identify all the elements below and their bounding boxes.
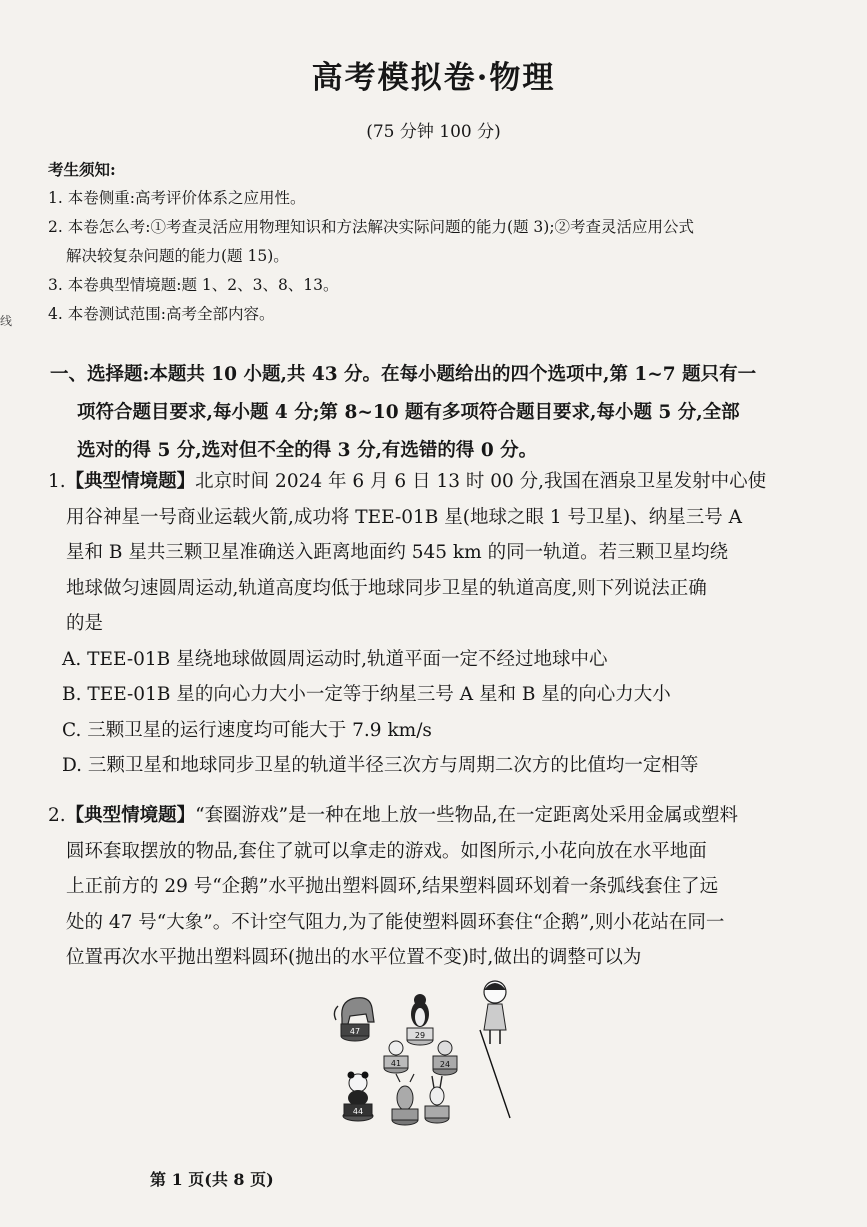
question-line: 星和 B 星共三颗卫星准确送入距离地面约 545 km 的同一轨道。若三颗卫星均绕: [66, 542, 729, 563]
elephant-prize: [334, 998, 374, 1041]
stand-label: 47: [349, 1027, 361, 1036]
stand-label: 24: [439, 1060, 451, 1069]
question-line: 圆环套取摆放的物品,套住了就可以拿走的游戏。如图所示,小花向放在水平地面: [66, 840, 707, 862]
stand-label: 44: [352, 1107, 364, 1116]
question-number: 2.: [48, 805, 66, 826]
option-d: D. 三颗卫星和地球同步卫星的轨道半径三次方与周期二次方的比值均一定相等: [62, 755, 699, 776]
notice-item: 2. 本卷怎么考:①考查灵活应用物理知识和方法解决实际问题的能力(题 3);②考查灵活应用公式: [48, 218, 695, 236]
question-line: 用谷神星一号商业运载火箭,成功将 TEE-01B 星(地球之眼 1 号卫星)、纳星三号 A: [66, 506, 742, 528]
option-b: B. TEE-01B 星的向心力大小一定等于纳星三号 A 星和 B 星的向心力大小: [62, 684, 671, 705]
question-line: 地球做匀速圆周运动,轨道高度均低于地球同步卫星的轨道高度,则下列说法正确: [66, 577, 707, 599]
question-line: 处的 47 号“大象”。不计空气阻力,为了能使塑料圆环套住“企鹅”,则小花站在同一: [66, 911, 725, 933]
option-a: A. TEE-01B 星绕地球做圆周运动时,轨道平面一定不经过地球中心: [62, 648, 608, 670]
page-title: 高考模拟卷·物理: [311, 60, 556, 96]
cat-prize: [384, 1041, 408, 1073]
question-line: 位置再次水平抛出塑料圆环(抛出的水平位置不变)时,做出的调整可以为: [66, 947, 642, 968]
ring-toss-figure: [330, 978, 530, 1136]
option-c: C. 三颗卫星的运行速度均可能大于 7.9 km/s: [62, 719, 432, 741]
panda-prize: [343, 1072, 373, 1122]
question-line: [48, 798, 838, 834]
question-line: [48, 464, 838, 500]
section-line: 项符合题目要求,每小题 4 分;第 8~10 题有多项符合题目要求,每小题 5 分,全部: [77, 402, 740, 423]
binding-margin-mark: 线: [0, 314, 13, 328]
notice-item: 1. 本卷侧重:高考评价体系之应用性。: [48, 189, 306, 207]
bear-prize: [433, 1041, 457, 1075]
question-1: [48, 464, 838, 784]
deer-prize: [392, 1074, 418, 1125]
question-2: [48, 798, 838, 976]
section-line: 一、选择题:本题共 10 小题,共 43 分。在每小题给出的四个选项中,第 1~7 题只有一: [50, 364, 757, 385]
exam-notice: [48, 155, 838, 329]
rabbit-prize: [425, 1076, 449, 1123]
question-text: “套圈游戏”是一种在地上放一些物品,在一定距离处采用金属或塑料: [195, 805, 738, 826]
question-number: 1.: [48, 471, 66, 492]
girl-thrower: [484, 981, 506, 1044]
question-tag: 【典型情境题】: [65, 471, 196, 492]
question-line: 上正前方的 29 号“企鹅”水平抛出塑料圆环,结果塑料圆环划着一条弧线套住了远: [66, 876, 719, 897]
notice-item: 3. 本卷典型情境题:题 1、2、3、8、13。: [48, 276, 339, 294]
question-tag: 【典型情境题】: [65, 805, 196, 826]
penguin-prize: [407, 994, 433, 1045]
page-footer: 第 1 页(共 8 页): [150, 1170, 274, 1189]
throw-line: [480, 1030, 510, 1118]
question-text: 北京时间 2024 年 6 月 6 日 13 时 00 分,我国在酒泉卫星发射中心使: [195, 471, 767, 492]
notice-item-continued: 解决较复杂问题的能力(题 15)。: [66, 247, 289, 265]
section-instructions: [50, 356, 840, 470]
notice-item: 4. 本卷测试范围:高考全部内容。: [48, 305, 275, 323]
stand-label: 29: [414, 1031, 426, 1040]
section-line: 选对的得 5 分,选对但不全的得 3 分,有选错的得 0 分。: [77, 440, 538, 461]
stand-label: 41: [390, 1059, 402, 1068]
notice-heading: 考生须知:: [48, 160, 116, 179]
question-line: 的是: [66, 613, 104, 634]
exam-duration-score: (75 分钟 100 分): [366, 122, 501, 142]
